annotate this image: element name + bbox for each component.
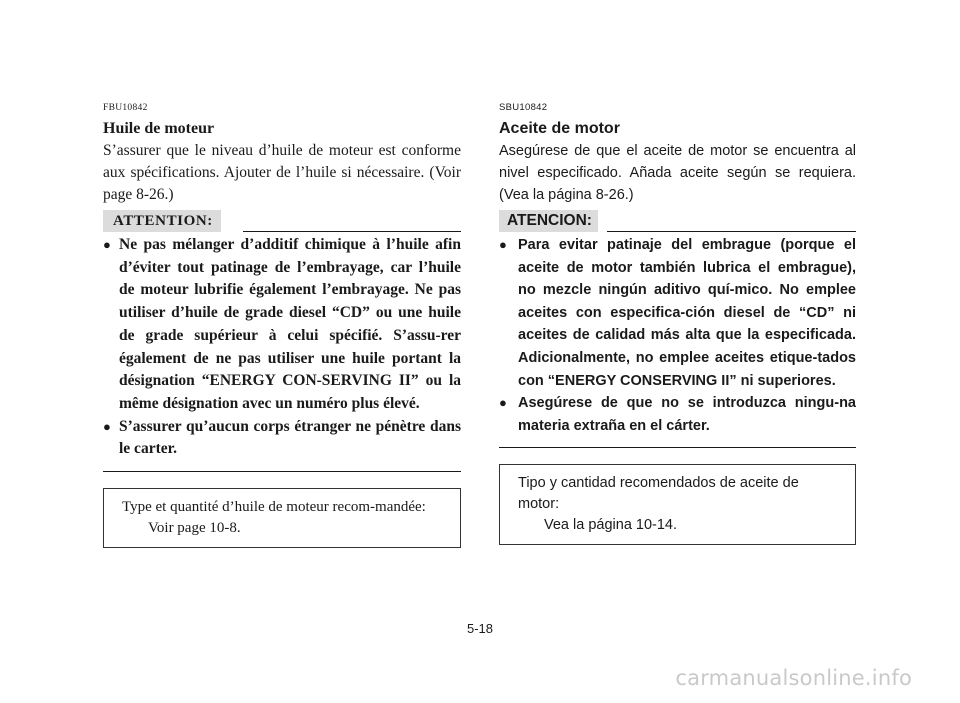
caution-list [103,234,461,461]
watermark: carmanualsonline.info [675,666,912,690]
caution-item: ● Para evitar patinaje del embrague (porque el aceite de motor también lubrica el embrague), no mezcle ningún aditivo quí-mico. No emplee aceites con especifica-ción diesel de “CD” ni aceites de calidad más alta que la especificada. Adicionalmente, no emplee aceites etique-tados con “ENERGY CONSERVING II” ni superiores. [499,234,856,392]
spec-reference: Voir page 10-8. [148,520,241,537]
attention-rule [607,231,856,232]
french-column [103,100,461,548]
section-body: Asegúrese de que el aceite de motor se encuentra al nivel especificado. Añada aceite según se requiera. (Vea la página 8-26.) [499,143,856,203]
spec-text: Type et quantité d’huile de moteur recom-mandée: [122,499,426,516]
section-end-rule [499,447,856,448]
spec-text: Tipo y cantidad recomendados de aceite de motor: [518,475,799,513]
attention-banner [103,208,461,234]
spanish-column [499,100,856,545]
spec-box [499,464,856,545]
caution-item: ● Ne pas mélanger d’additif chimique à l’huile afin d’éviter tout patinage de l’embrayage, car l’huile de moteur lubrifie également l’embrayage. Ne pas utiliser d’huile de grade diesel “CD” ou une huile de grade supérieur à celui spécifié. S’assu-rer également de ne pas utiliser une huile portant la désignation “ENERGY CON-SERVING II” ou la même désignation avec un numéro plus élevé. [103,236,461,412]
section-code: FBU10842 [103,103,148,113]
attention-rule [243,231,461,232]
section-heading: Huile de moteur [103,120,215,137]
section-body: S’assurer que le niveau d’huile de moteur est conforme aux spécifications. Ajouter de l’huile si nécessaire. (Voir page 8-26.) [103,142,461,203]
attention-banner [499,208,856,234]
bullet-icon: ● [103,237,111,252]
spec-reference: Vea la página 10-14. [544,517,678,534]
attention-label: ATTENTION: [103,210,221,232]
bullet-icon: ● [499,395,507,411]
bullet-icon: ● [103,418,111,434]
section-heading: Aceite de motor [499,120,620,137]
bullet-icon: ● [499,237,507,252]
page-number: 5-18 [466,621,494,636]
section-end-rule [103,471,461,472]
spec-box [103,488,461,548]
caution-list [499,234,856,437]
section-code: SBU10842 [499,102,548,113]
attention-label: ATENCION: [499,210,598,232]
caution-item: ● S’assurer qu’aucun corps étranger ne pénètre dans le carter. [103,417,461,458]
caution-item: ● Asegúrese de que no se introduzca ningu-na materia extraña en el cárter. [499,392,856,437]
